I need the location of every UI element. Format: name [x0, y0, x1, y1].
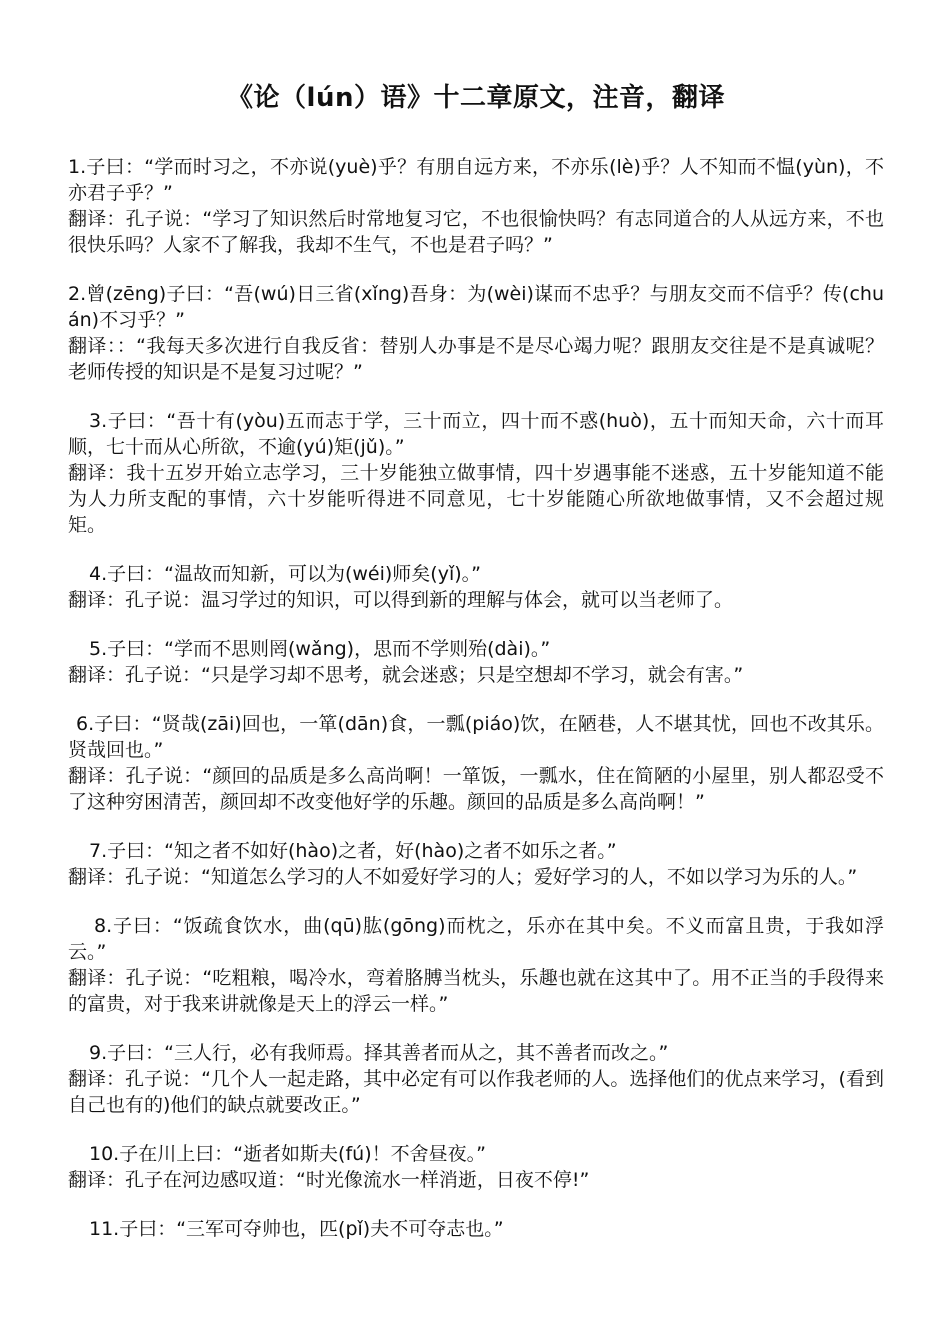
chapter-2: [68, 281, 884, 385]
chapter-translation: 翻译：孔子在河边感叹道：“时光像流水一样消逝，日夜不停!”: [68, 1169, 590, 1191]
chapter-9: [68, 1040, 884, 1118]
chapter-3: [68, 408, 884, 538]
chapter-translation: 翻译：孔子说：“颜回的品质是多么高尚啊！一箪饭，一瓢水，住在简陋的小屋里，别人都忍受不了这种穷困清苦，颜回却不改变他好学的乐趣。颜回的品质是多么高尚啊！”: [68, 765, 884, 813]
chapter-original: 6.子曰：“贤哉(zāi)回也，一箪(dān)食，一瓢(piáo)饮，在陋巷，人不堪其忧，回也不改其乐。贤哉回也。”: [68, 713, 884, 761]
chapter-original: 9.子曰：“三人行，必有我师焉。择其善者而从之，其不善者而改之。”: [89, 1042, 669, 1064]
chapter-1: [68, 154, 884, 258]
chapter-original: 1.子曰：“学而时习之，不亦说(yuè)乎？有朋自远方来，不亦乐(lè)乎？人不知而不愠(yùn)，不亦君子乎？”: [68, 156, 884, 204]
chapter-original: 3.子曰：“吾十有(yòu)五而志于学，三十而立，四十而不惑(huò)，五十而知天命，六十而耳顺，七十而从心所欲，不逾(yú)矩(jǔ)。”: [68, 410, 884, 458]
chapter-translation: 翻译：孔子说：温习学过的知识，可以得到新的理解与体会，就可以当老师了。: [68, 589, 734, 611]
chapter-original: 5.子曰：“学而不思则罔(wǎng)，思而不学则殆(dài)。”: [89, 638, 551, 660]
chapter-4: [68, 561, 884, 613]
chapter-translation: 翻译：：“我每天多次进行自我反省：替别人办事是不是尽心竭力呢？跟朋友交往是不是真诚呢？老师传授的知识是不是复习过呢？”: [68, 335, 884, 383]
chapter-original: 2.曾(zēng)子曰：“吾(wú)日三省(xǐng)吾身：为(wèi)谋而不忠乎？与朋友交而不信乎？传(chuán)不习乎？”: [68, 283, 884, 331]
chapter-original: 11.子曰：“三军可夺帅也，匹(pǐ)夫不可夺志也。”: [89, 1218, 504, 1240]
chapter-6: [68, 711, 884, 815]
chapter-11: [68, 1216, 884, 1242]
chapter-original: 10.子在川上曰：“逝者如斯夫(fú)！不舍昼夜。”: [89, 1143, 486, 1165]
chapter-translation: 翻译：孔子说：“学习了知识然后时常地复习它，不也很愉快吗？有志同道合的人从远方来，不也很快乐吗？人家不了解我，我却不生气，不也是君子吗？”: [68, 208, 884, 256]
chapter-7: [68, 838, 884, 890]
chapter-translation: 翻译：孔子说：“几个人一起走路，其中必定有可以作我老师的人。选择他们的优点来学习，(看到自己也有的)他们的缺点就要改正。”: [68, 1068, 884, 1116]
chapter-original: 4.子曰：“温故而知新，可以为(wéi)师矣(yǐ)。”: [89, 563, 481, 585]
chapter-original: 7.子曰：“知之者不如好(hào)之者，好(hào)之者不如乐之者。”: [89, 840, 617, 862]
chapter-5: [68, 636, 884, 688]
document-title: 《论（lún）语》十二章原文，注音，翻译: [227, 83, 725, 113]
chapter-10: [68, 1141, 884, 1193]
chapter-translation: 翻译：我十五岁开始立志学习，三十岁能独立做事情，四十岁遇事能不迷惑，五十岁能知道不能为人力所支配的事情，六十岁能听得进不同意见，七十岁能随心所欲地做事情，又不会超过规矩。: [68, 462, 884, 536]
chapter-translation: 翻译：孔子说：“知道怎么学习的人不如爱好学习的人；爱好学习的人，不如以学习为乐的人。”: [68, 866, 858, 888]
chapter-8: [68, 913, 884, 1017]
chapter-translation: 翻译：孔子说：“只是学习却不思考，就会迷惑；只是空想却不学习，就会有害。”: [68, 664, 744, 686]
chapter-translation: 翻译：孔子说：“吃粗粮，喝冷水，弯着胳膊当枕头，乐趣也就在这其中了。用不正当的手段得来的富贵，对于我来讲就像是天上的浮云一样。”: [68, 967, 884, 1015]
chapter-original: 8.子曰：“饭疏食饮水，曲(qū)肱(gōng)而枕之，乐亦在其中矣。不义而富且贵，于我如浮云。”: [68, 915, 884, 963]
